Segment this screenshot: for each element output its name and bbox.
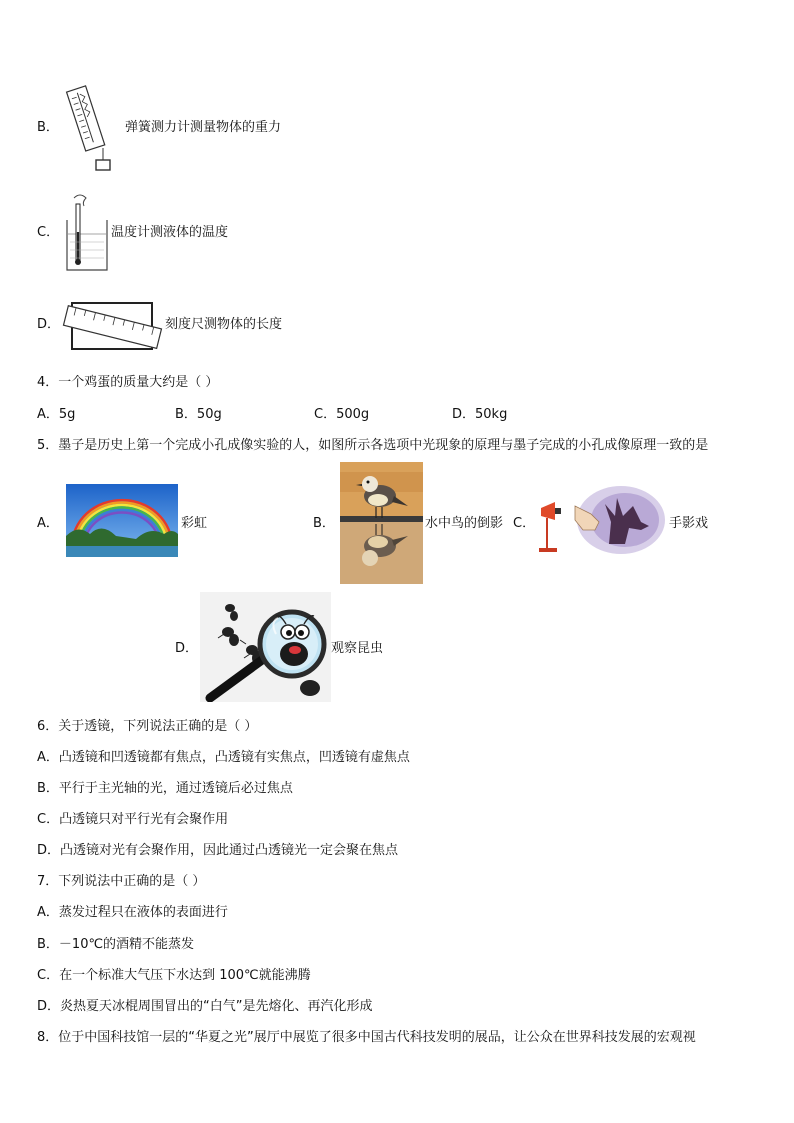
q3-option-b-text: 弹簧测力计测量物体的重力 <box>125 120 282 135</box>
q3-option-c-text: 温度计测液体的温度 <box>111 225 229 240</box>
bird-reflection-photo <box>340 462 423 584</box>
q5-option-d-letter: D． <box>175 641 199 656</box>
q6-stem: 6．关于透镜，下列说法正确的是（ ） <box>37 719 258 734</box>
q5-option-a-letter: A． <box>37 516 59 531</box>
q4-option-c: C．500g <box>314 407 370 422</box>
q5-stem: 5．墨子是历史上第一个完成小孔成像实验的人，如图所示各选项中光现象的原理与墨子完成的小孔成像原理一致的是 <box>37 438 709 453</box>
q5-option-d-caption: 观察昆虫 <box>331 641 384 656</box>
q3-option-b-letter: B． <box>37 120 59 135</box>
spring-scale-figure <box>63 82 119 174</box>
magnifier-insect-figure <box>200 592 331 702</box>
thermometer-beaker-figure <box>62 192 112 274</box>
q7-stem: 7．下列说法中正确的是（ ） <box>37 874 206 889</box>
q7-option-c: C．在一个标准大气压下水达到 100℃就能沸腾 <box>37 968 311 983</box>
q3-option-d-letter: D． <box>37 317 61 332</box>
q4-option-b: B．50g <box>175 407 222 422</box>
q7-option-a: A．蒸发过程只在液体的表面进行 <box>37 905 228 920</box>
q4-option-d: D．50kg <box>452 407 508 422</box>
q3-option-c-letter: C． <box>37 225 60 240</box>
q6-option-a: A．凸透镜和凹透镜都有焦点，凸透镜有实焦点，凹透镜有虚焦点 <box>37 750 410 765</box>
rainbow-photo <box>66 484 178 557</box>
q5-option-c-caption: 手影戏 <box>669 516 709 531</box>
q3-option-d-text: 刻度尺测物体的长度 <box>165 317 283 332</box>
hand-shadow-figure <box>537 486 665 558</box>
q6-option-c: C．凸透镜只对平行光有会聚作用 <box>37 812 229 827</box>
q7-option-d: D．炎热夏天冰棍周围冒出的“白气”是先熔化、再汽化形成 <box>37 999 373 1014</box>
q4-stem: 4．一个鸡蛋的质量大约是（ ） <box>37 375 219 390</box>
q5-option-c-letter: C． <box>513 516 536 531</box>
q5-option-a-caption: 彩虹 <box>181 516 208 531</box>
q8-stem: 8．位于中国科技馆一层的“华夏之光”展厅中展览了很多中国古代科技发明的展品，让公众在世界科技发展的宏观视 <box>37 1030 696 1045</box>
q7-option-b: B．－10℃的酒精不能蒸发 <box>37 937 195 952</box>
q5-option-b-letter: B． <box>313 516 335 531</box>
q6-option-d: D．凸透镜对光有会聚作用，因此通过凸透镜光一定会聚在焦点 <box>37 843 399 858</box>
q5-option-b-caption: 水中鸟的倒影 <box>425 516 504 531</box>
q6-option-b: B．平行于主光轴的光，通过透镜后必过焦点 <box>37 781 293 796</box>
q4-option-a: A．5g <box>37 407 76 422</box>
ruler-block-figure <box>58 297 166 357</box>
